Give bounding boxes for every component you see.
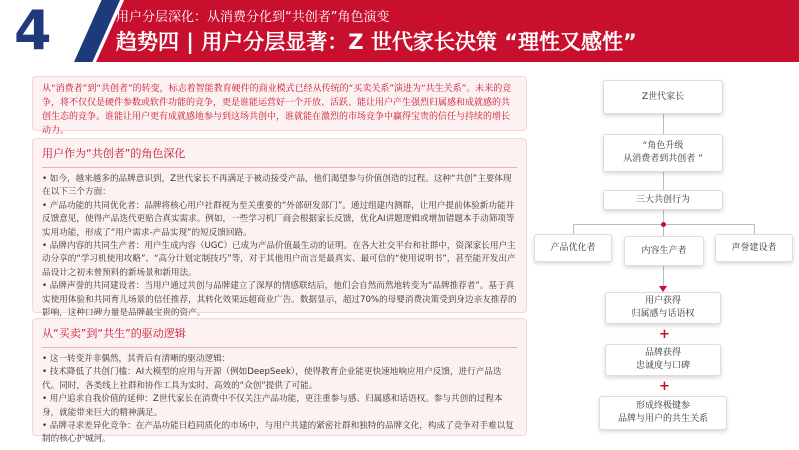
connector [573, 224, 574, 234]
intro-panel [32, 76, 527, 136]
section-divider [42, 167, 517, 168]
flow-node-role-upgrade: “角色升级 从消费者到共创者 ” [603, 134, 723, 172]
paragraph: • 用户追求自我价值的延伸：Z世代家长在消费中不仅关注产品功能，更注重参与感、归属感和话语权。参与共创的过程本身，就能带来巨大的精神满足。 [42, 394, 503, 418]
connector [754, 224, 755, 234]
intro-text: 从“消费者”到“共创者”的转变，标志着智能教育硬件的商业模式已经从传统的“买卖关系”演进为“共生关系”。未来的竞争，将不仅仅是硬件参数或软件功能的竞争，更是谁能运营好一个开放、活跃、能让用户产生强烈归属感和成就感的共创生态的竞争。谁能让用户更有成就感地参与到这场共创中，谁就能在激烈的市场竞争中赢得宝贵的信任与持续的增长动力。 [42, 84, 512, 136]
driving-logic-section-title: 从“买卖”到“共生”的驱动逻辑 [42, 327, 186, 340]
plus-icon: + [659, 379, 670, 394]
flow-node-brand-gain: 品牌获得 忠诚度与口碑 [605, 344, 721, 376]
paragraph: • 技术降低了共创门槛：AI大模型的应用与开源（例如DeepSeek），使得教育企业能更快速地响应用户反馈，进行产品迭代。同时，各类线上社群和协作工具为实时、高效的“众创”提供了可能。 [42, 367, 502, 391]
cocreator-section [32, 138, 527, 319]
paragraph: • 品牌内容的共同生产者：用户生成内容（UGC）已成为产品价值最生动的证明。在各大社交平台和社群中，资深家长用户主动分享的“学习机使用攻略”、“高分计划定制技巧”等，对于其他用户而言是最真实、最可信的“使用说明书”，甚至能开发出产品设计之初未曾预料的新场景和新用法。 [42, 241, 516, 278]
cocreator-section-title: 用户作为“共创者”的角色深化 [42, 147, 186, 160]
flow-diagram [533, 76, 795, 438]
section-number: 4 [14, 0, 52, 62]
connector [663, 172, 664, 190]
junction-dot [661, 222, 666, 227]
flow-node-three-behaviors: 三大共创行为 [603, 190, 723, 210]
paragraph: • 这一转变并非偶然，其背后有清晰的驱动逻辑： [42, 354, 231, 364]
flow-node-symbiosis: 形成终极键参 品牌与用户的共生关系 [599, 396, 727, 430]
driving-logic-section-body [42, 353, 517, 447]
flow-node-content-producer: 内容生产者 [624, 236, 704, 266]
flow-node-user-gain: 用户获得 归属感与话语权 [605, 292, 721, 324]
plus-icon: + [659, 327, 670, 342]
paragraph: • 品牌声誉的共同建设者：当用户通过共创与品牌建立了深厚的情感联结后，他们会自然而然地转变为“品牌推荐者”。基于真实使用体验和共同育儿场景的信任推荐，其转化效果远超商业广告。数据显示，超过70%的母婴消费决策受到身边亲友推荐的影响，这种口碑力量是品牌最宝贵的资产。 [42, 281, 517, 319]
header-title: 趋势四 | 用户分层显著：Z 世代家长决策 “理性又感性” [116, 30, 637, 54]
header-subtitle: 用户分层深化：从消费分化到“共创者”角色演变 [116, 10, 390, 25]
paragraph: • 品牌寻求差异化竞争：在产品功能日趋同质化的市场中，与用户共建的紧密社群和独特的品牌文化，构成了竞争对手难以复制的核心护城河。 [42, 421, 514, 445]
header [0, 0, 799, 62]
connector [663, 114, 664, 134]
cocreator-section-body [42, 173, 517, 320]
flow-node-product-optimizer: 产品优化者 [534, 234, 612, 262]
section-divider [42, 347, 517, 348]
driving-logic-section [32, 318, 527, 445]
flow-node-reputation-builder: 声誉建设者 [715, 234, 793, 262]
paragraph: • 如今，越来越多的品牌意识到，Z世代家长不再满足于被动接受产品，他们渴望参与价值创造的过程。这种“共创”主要体现在以下三个方面： [42, 174, 512, 198]
paragraph: • 产品功能的共同优化者：品牌将核心用户社群视为至关重要的“外部研发部门”。通过组建内测群，让用户提前体验新功能并反馈意见，使得产品迭代更贴合真实需求。例如，一些学习机厂商会根据家长反馈，优化AI讲题逻辑或增加错题本手动筛项等实用功能，形成了“用户需求-产品实现”的短反馈回路。 [42, 200, 515, 238]
flow-node-root: Z世代家长 [603, 80, 723, 114]
